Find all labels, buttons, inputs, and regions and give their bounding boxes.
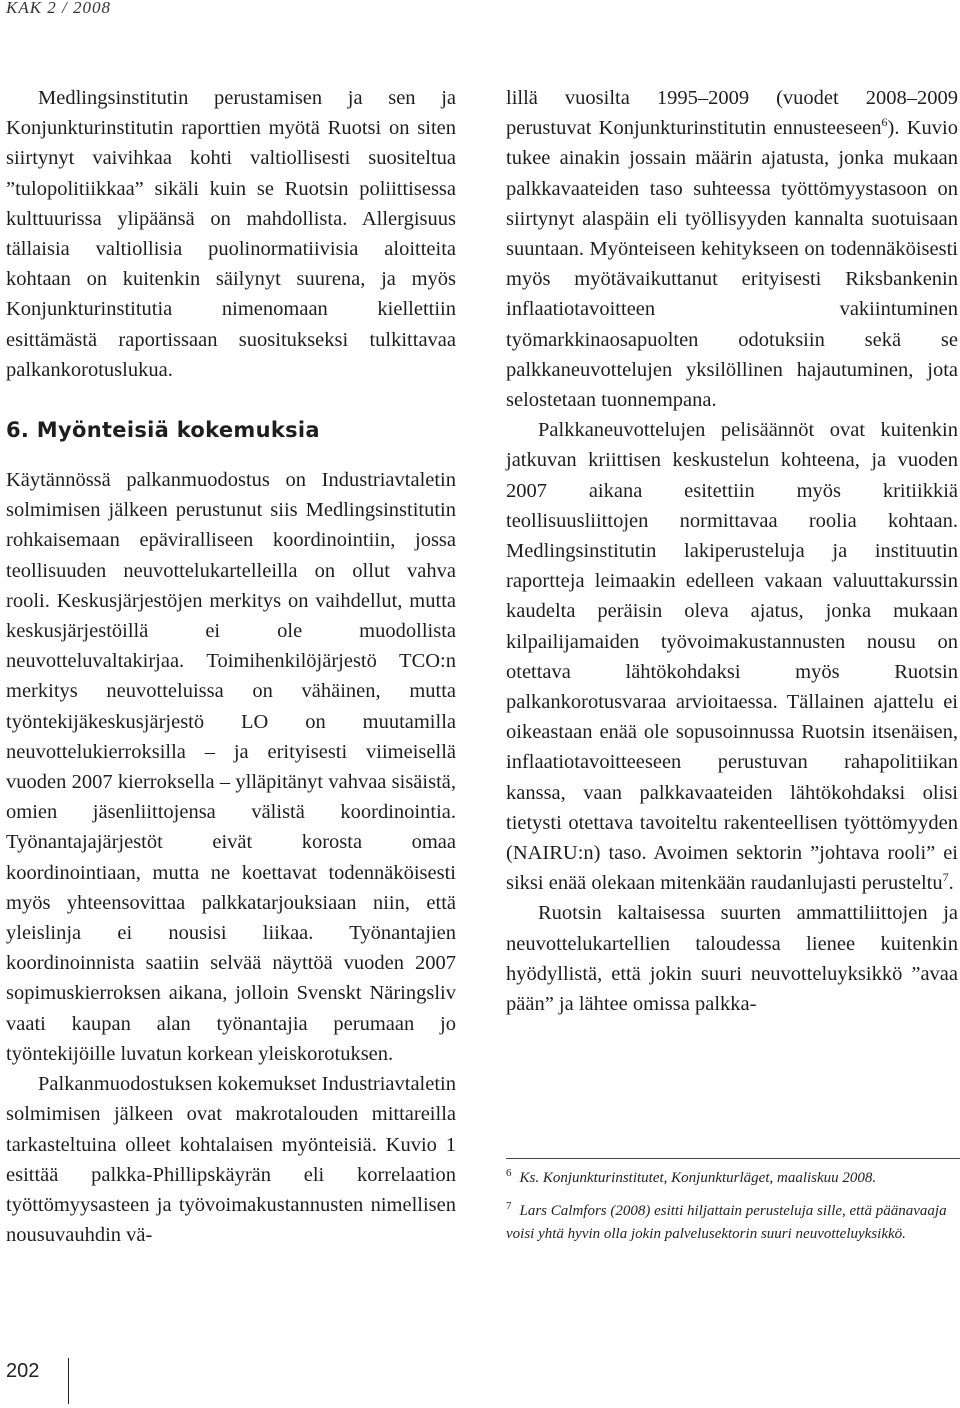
paragraph-text: . [948, 872, 954, 895]
left-column [6, 83, 456, 1250]
footnotes [506, 1167, 958, 1256]
paragraph-text: Palkkaneuvottelujen pelisäännöt ovat kuitenkin jatkuvan kriittisen keskustelun kohteena, ja vuoden 2007 aikana esitettiin myös kritiikkiä teollisuusliittojen normittavaa roolia kohtaan. Medlingsinstitutin lakiperusteluja ja instituutin raportteja leimaakin edelleen vakaan valuuttakurssin kaudelta peräisin oleva ajatus, jonka mukaan kilpailijamaiden työvoimakustannusten nousu on otettava lähtökohdaksi myös Ruotsin palkankorotusvaraa arvioitaessa. Tällainen ajattelu ei oikeastaan enää ole sopusoinnussa Ruotsin itsenäisen, inflaatiotavoitteeseen perustuvan rahapolitiikan kanssa, vaan palkkavaateiden lähtökohdaksi olisi tietysti otettava tavoiteltu rakenteellisen työttömyyden (NAIRU:n) taso. Avoimen sektorin ”johtava rooli” ei siksi enää olekaan mitenkään raudanlujasti perusteltu [506, 419, 958, 895]
footnote-divider [506, 1158, 960, 1159]
footnote-text: Lars Calmfors (2008) esitti hiljattain perusteluja sille, että päänavaaja voisi yhtä hyvin olla jokin palvelusektorin suuri neuvotteluyksikkö. [506, 1203, 947, 1242]
footnote-number: 7 [506, 1200, 512, 1212]
footnote-text: Ks. Konjunkturinstitutet, Konjunkturläget, maaliskuu 2008. [519, 1170, 877, 1186]
footnote-number: 6 [506, 1167, 512, 1179]
paragraph [506, 83, 958, 415]
paragraph-text: ). Kuvio tukee ainakin jossain määrin ajatusta, jonka mukaan palkkavaateiden taso suhteessa työttömyystasoon on siirtynyt alaspäin eli työllisyyden kannalta suotuisaan suuntaan. Myönteiseen kehitykseen on todennäköisesti myös myötävaikuttanut erityisesti Riksbankenin inflaatiotavoitteen vakiintuminen työmarkkinaosapuolten odotuksiin sekä se palkkaneuvottelujen yksilöllinen hajautuminen, jota selostetaan tuonnempana. [506, 117, 958, 412]
page-number-divider [68, 1358, 69, 1404]
footnote [506, 1200, 958, 1246]
footnote-reference[interactable]: 7 [942, 870, 949, 885]
page-number: 202 [6, 1360, 40, 1382]
footnote-reference[interactable]: 6 [881, 115, 888, 130]
paragraph: Käytännössä palkanmuodostus on Industriavtaletin solmimisen jälkeen perustunut siis Medlingsinstitutin rohkaisemaan epäviralliseen koordinointiin, jossa teollisuuden neuvottelukartelleilla on ollut vahva rooli. Keskusjärjestöjen merkitys on vaihdellut, mutta keskusjärjestöillä ei ole muodollista neuvotteluvaltakirjaa. Toimihenkilöjärjestö TCO:n merkitys neuvotteluissa on vähäinen, mutta työntekijäkeskusjärjestö LO on muutamilla neuvottelukierroksilla – ja erityisesti viimeisellä vuoden 2007 kierroksella – ylläpitänyt vahvaa sisäistä, omien jäsenliittojensa välistä koordinointia. Työnantajajärjestöt eivät korosta omaa koordinointiaan, mutta ne koettavat todennäköisesti myös yhteensovittaa palkkatarjouksiaan niin, että yleislinja ei nousisi liikaa. Työnantajien koordinoinnista saatiin selvää näyttöä vuoden 2007 sopimuskierroksen aikana, jolloin Svenskt Näringsliv vaati kaupan alan työnantajia perumaan jo työntekijöille luvatun korkean yleiskorotuksen. [6, 469, 456, 1065]
paragraph [506, 415, 958, 898]
paragraph: Ruotsin kaltaisessa suurten ammattiliittojen ja neuvottelukartellien taloudessa lienee kuitenkin hyödyllistä, että jokin suuri neuvotteluyksikkö ”avaa pään” ja lähtee omissa palkka- [506, 902, 958, 1016]
paragraph: Medlingsinstitutin perustamisen ja sen ja Konjunkturinstitutin raporttien myötä Ruotsi on siten siirtynyt vaivihkaa kohti valtiollisesti suositeltua ”tulopolitiikkaa” sikäli kuin se Ruotsin poliittisessa kulttuurissa ylipäänsä on mahdollista. Allergisuus tällaisia valtiollisia puolinormatiivisia aloitteita kohtaan on kuitenkin säilynyt suurena, ja myös Konjunkturinstitutia nimenomaan kiellettiin esittämästä raportissaan suositukseksi tulkittavaa palkankorotuslukua. [6, 87, 456, 381]
paragraph: Palkanmuodostuksen kokemukset Industriavtaletin solmimisen jälkeen ovat makrotalouden mittareilla tarkasteltuina olleet kohtalaisen myönteisiä. Kuvio 1 esittää palkka-Phillipskäyrän eli korrelaation työttömyysasteen ja työvoimakustannusten nimellisen nousuvauhdin vä- [6, 1073, 456, 1247]
section-heading: 6. Myönteisiä kokemuksia [6, 418, 320, 443]
running-header: KAK 2 / 2008 [6, 0, 112, 17]
paragraph-text: lillä vuosilta 1995–2009 (vuodet 2008–2009 perustuvat Konjunkturinstitutin ennusteeseen [506, 87, 958, 140]
footnote [506, 1167, 958, 1190]
right-column [506, 83, 958, 1019]
